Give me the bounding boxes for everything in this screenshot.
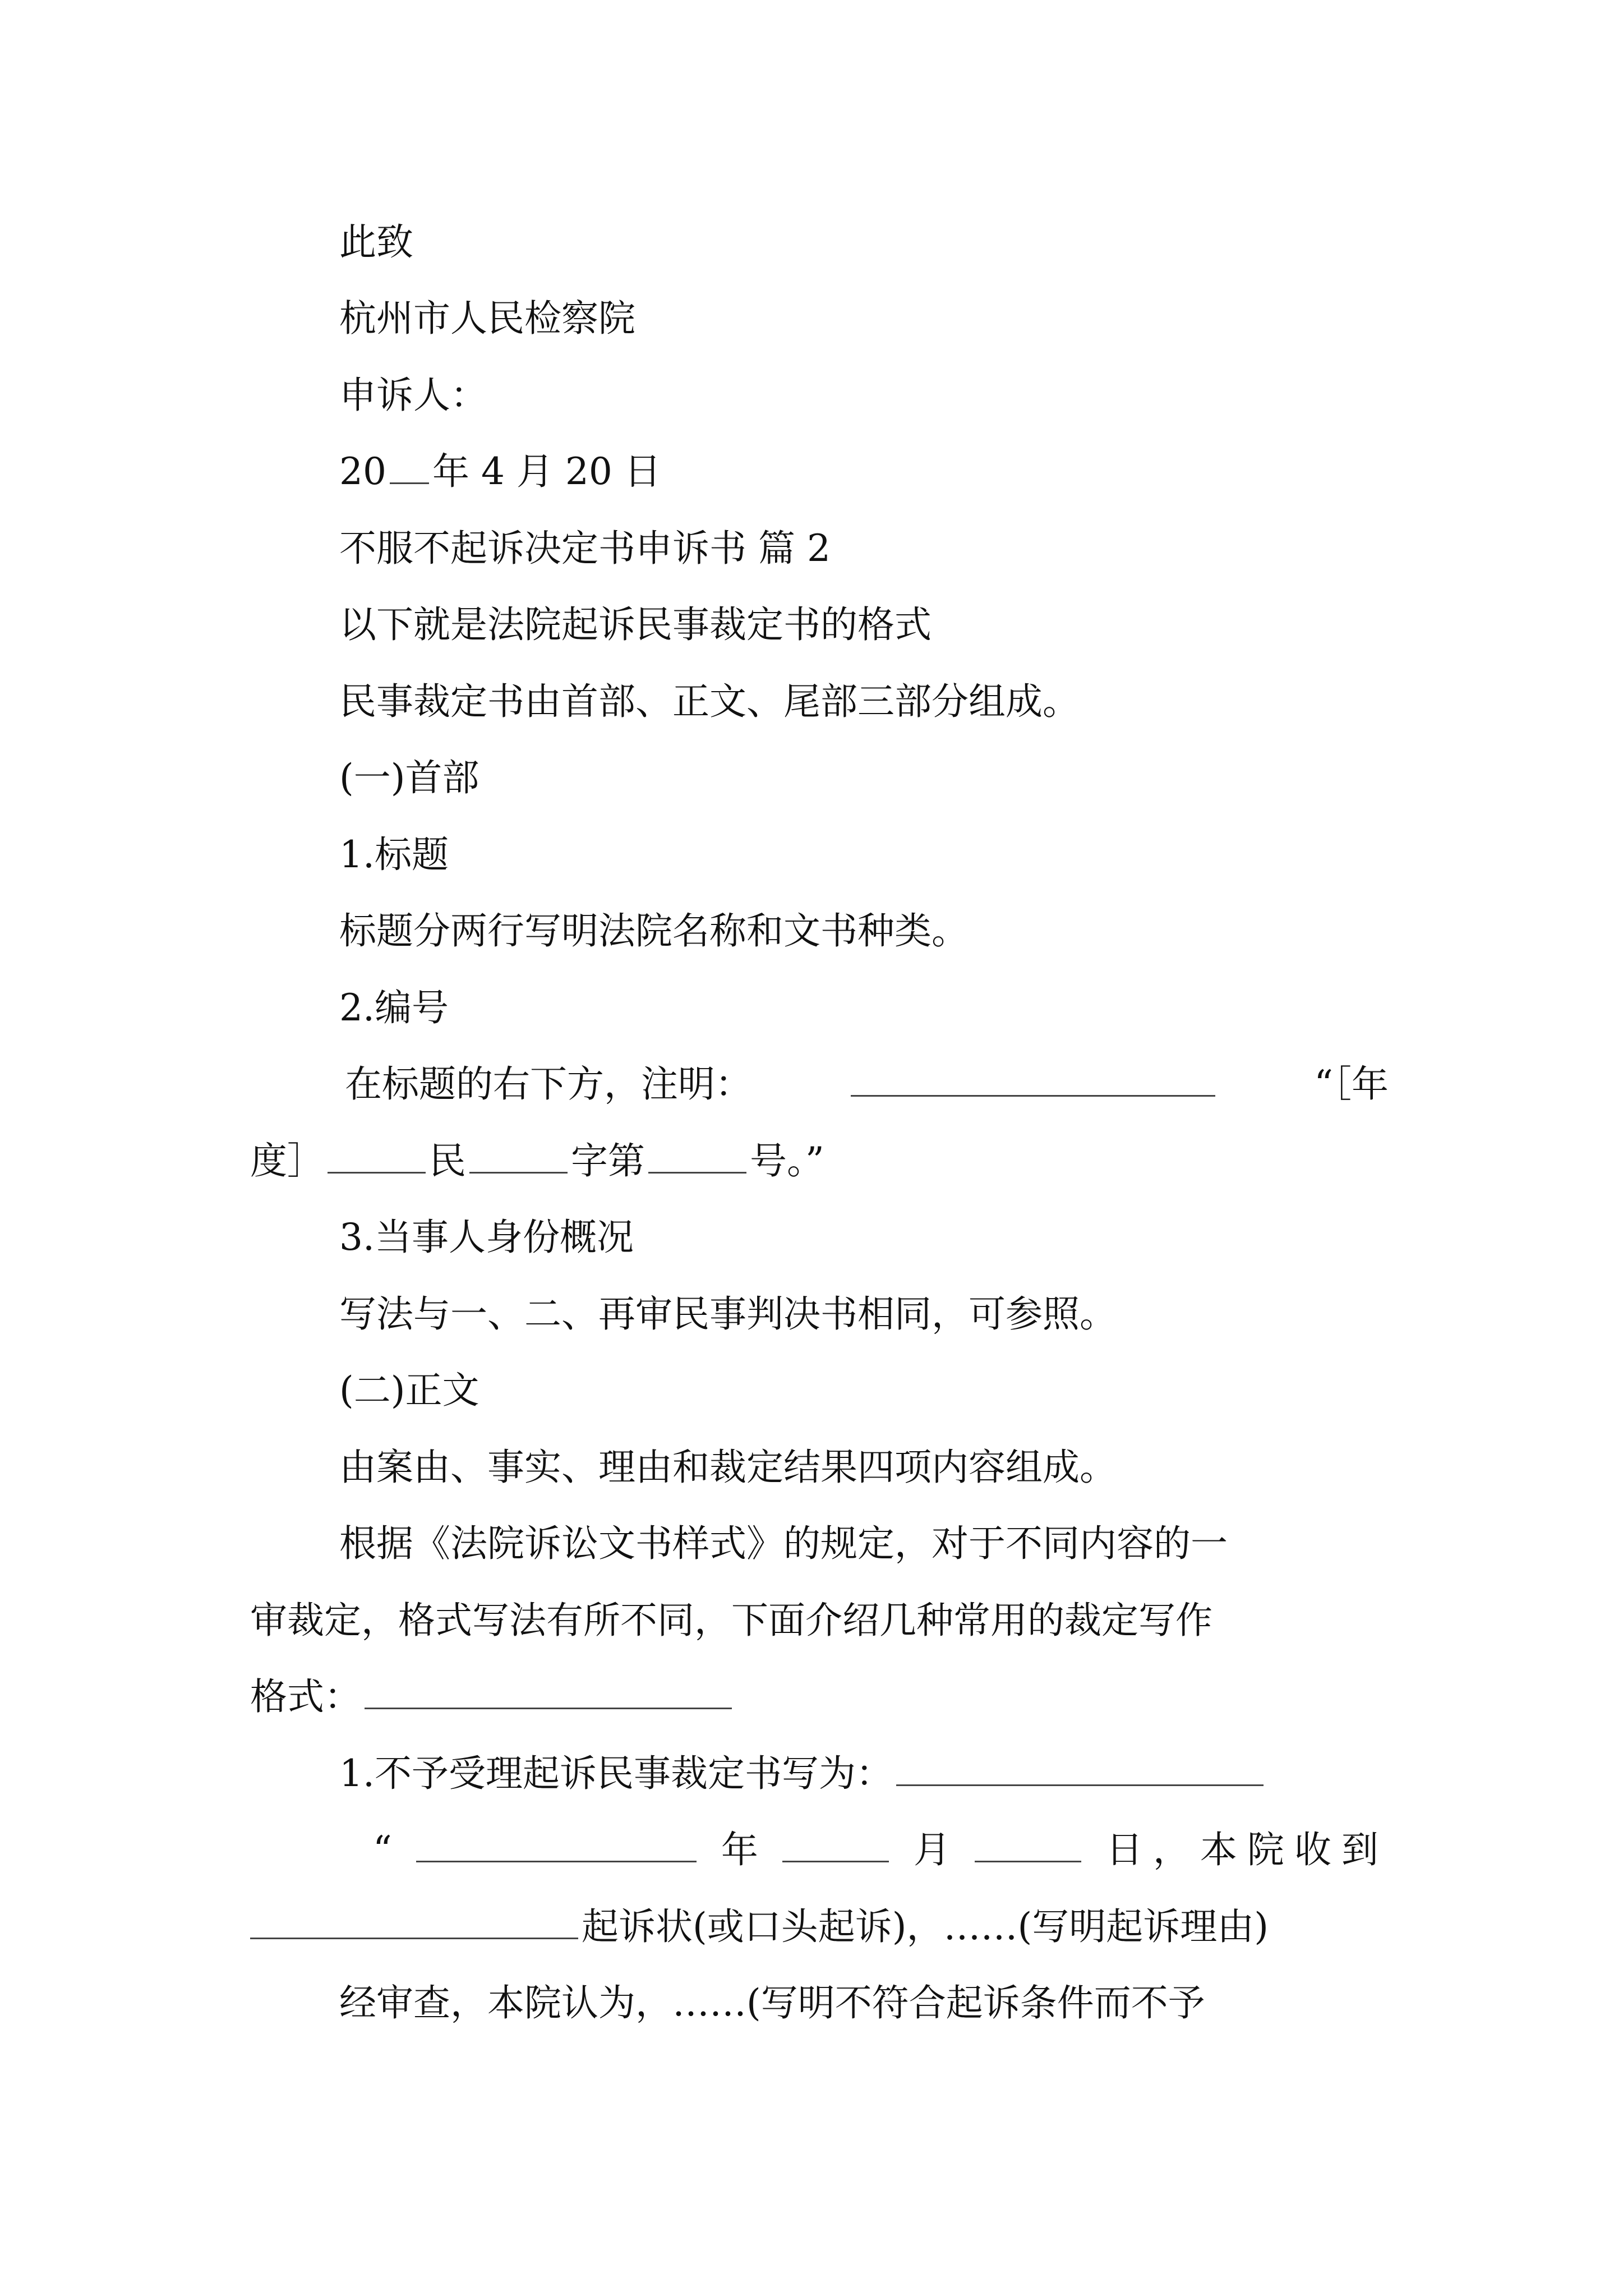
paragraph: 以下就是法院起诉民事裁定书的格式 — [339, 603, 932, 646]
text-segment: 号。” — [750, 1139, 824, 1182]
text-segment: 日，本院收到 — [1105, 1828, 1389, 1871]
date-line — [339, 447, 661, 497]
text-segment: 度］ — [250, 1139, 324, 1182]
text-segment: 1.不予受理起诉民事裁定书写为： — [339, 1752, 893, 1795]
blank-field — [975, 1829, 1081, 1862]
paragraph: 写法与一、二、再审民事判决书相同，可参照。 — [339, 1292, 1117, 1336]
numbering-text: 在标题的右下方，注明： — [345, 1062, 752, 1106]
heading — [339, 1749, 1267, 1799]
blank-year — [390, 451, 429, 484]
paragraph: 经审查，本院认为，……(写明不符合起诉条件而不予 — [339, 1981, 1205, 2024]
numbering-quote: “［年 — [1314, 1062, 1389, 1106]
heading: 3.当事人身份概况 — [339, 1216, 634, 1259]
section-title: 不服不起诉决定书申诉书 篇 2 — [339, 527, 831, 570]
paragraph: 审裁定，格式写法有所不同，下面介绍几种常用的裁定写作 — [250, 1599, 1212, 1642]
numbering-format-line — [250, 1136, 824, 1186]
paragraph: 由案由、事实、理由和裁定结果四项内容组成。 — [339, 1446, 1117, 1489]
heading: 1.标题 — [339, 833, 449, 876]
complaint-line — [250, 1902, 1269, 1952]
blank-field — [250, 1906, 578, 1939]
text-segment: 民 — [429, 1139, 466, 1182]
blank-field — [365, 1676, 732, 1709]
paragraph: 民事裁定书由首部、正文、尾部三部分组成。 — [339, 680, 1080, 723]
petitioner-label: 申诉人： — [339, 374, 487, 417]
blank-field — [648, 1140, 746, 1174]
text-segment: 格式： — [250, 1675, 361, 1718]
blank-field — [782, 1829, 889, 1862]
date-fill-line — [373, 1825, 1389, 1875]
text-segment: 年 — [721, 1828, 758, 1871]
recipient: 杭州市人民检察院 — [339, 297, 635, 340]
blank-field — [896, 1753, 1264, 1786]
heading: (一)首部 — [339, 756, 479, 799]
date-rest: 年 4 月 20 日 — [432, 450, 661, 493]
text-segment: 字第 — [571, 1139, 645, 1182]
date-year-prefix: 20 — [339, 450, 386, 493]
text-segment: 月 — [913, 1828, 951, 1871]
text-segment: 起诉状(或口头起诉)，……(写明起诉理由) — [582, 1905, 1269, 1948]
format-line — [250, 1672, 735, 1722]
paragraph: 标题分两行写明法院名称和文书种类。 — [339, 909, 969, 953]
heading: 2.编号 — [339, 986, 449, 1029]
text-segment: “ — [373, 1828, 392, 1871]
blank-field — [469, 1140, 568, 1174]
heading: (二)正文 — [339, 1369, 479, 1412]
blank-field — [851, 1064, 1215, 1097]
salutation: 此致 — [339, 220, 413, 264]
numbering-line — [345, 1059, 1389, 1110]
blank-field — [328, 1140, 426, 1174]
paragraph: 根据《法院诉讼文书样式》的规定，对于不同内容的一 — [339, 1522, 1228, 1565]
blank-field — [416, 1829, 697, 1862]
